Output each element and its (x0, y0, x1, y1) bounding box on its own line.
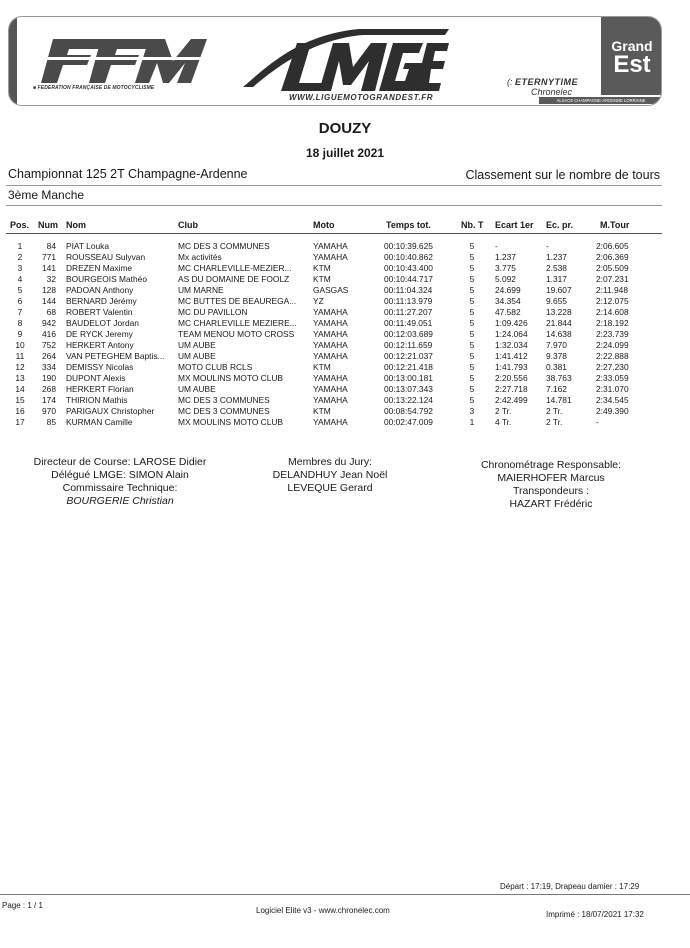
cell-ecpr: 14.638 (546, 329, 572, 339)
cell-num: 141 (42, 263, 56, 273)
cell-num: 68 (46, 307, 56, 317)
cell-club: MC BUTTES DE BEAUREGA... (178, 296, 297, 306)
cell-temps: 00:11:27.207 (384, 307, 433, 317)
col-header-mtour: M.Tour (600, 220, 630, 230)
col-header-pos: Pos. (10, 220, 30, 230)
cell-temps: 00:11:49.051 (384, 318, 433, 328)
cell-mtour: 2:49.390 (596, 406, 629, 416)
table-row (0, 274, 690, 285)
cell-num: 85 (46, 417, 56, 427)
technical-commissioner-label: Commissaire Technique: (62, 482, 178, 494)
cell-club: MX MOULINS MOTO CLUB (178, 417, 284, 427)
lmge-logo (239, 25, 449, 93)
transponder-label: Transpondeurs : (512, 485, 590, 497)
cell-nom: BAUDELOT Jordan (66, 318, 139, 328)
page-number: Page : 1 / 1 (2, 901, 43, 910)
chronelec-label: Chronelec (531, 87, 573, 97)
jury-member: LEVEQUE Gerard (287, 482, 373, 494)
cell-ecart: 1:24.064 (495, 329, 528, 339)
cell-mtour: 2:24.099 (596, 340, 629, 350)
event-date: 18 juillet 2021 (305, 146, 385, 160)
divider (6, 185, 662, 186)
officials-course (20, 456, 220, 508)
cell-nbt: 5 (469, 384, 475, 394)
cell-nom: DREZEN Maxime (66, 263, 133, 273)
cell-num: 264 (42, 351, 56, 361)
cell-nom: ROUSSEAU Sulyvan (66, 252, 146, 262)
cell-temps: 00:10:40.862 (384, 252, 433, 262)
timing-manager: MAIERHOFER Marcus (497, 472, 605, 484)
table-row (0, 263, 690, 274)
cell-ecpr: - (546, 241, 549, 251)
cell-mtour: 2:06.369 (596, 252, 629, 262)
cell-moto: YAMAHA (313, 307, 348, 317)
table-row (0, 318, 690, 329)
table-row (0, 351, 690, 362)
cell-mtour: 2:31.070 (596, 384, 629, 394)
race-director: Directeur de Course: LAROSE Didier (33, 456, 207, 468)
cell-pos: 2 (17, 252, 23, 262)
cell-moto: YAMAHA (313, 395, 348, 405)
cell-temps: 00:08:54.792 (384, 406, 433, 416)
cell-pos: 11 (15, 351, 25, 361)
col-header-club: Club (178, 220, 198, 230)
cell-nbt: 3 (469, 406, 475, 416)
cell-num: 32 (46, 274, 56, 284)
ffm-logo (31, 27, 211, 87)
cell-nbt: 5 (469, 340, 475, 350)
cell-pos: 17 (15, 417, 25, 427)
cell-num: 268 (42, 384, 56, 394)
cell-moto: YAMAHA (313, 340, 348, 350)
cell-nom: PADOAN Anthony (66, 285, 134, 295)
cell-temps: 00:13:07.343 (384, 384, 433, 394)
cell-nom: HERKERT Florian (66, 384, 134, 394)
cell-club: MC DES 3 COMMUNES (178, 395, 270, 405)
table-row (0, 340, 690, 351)
cell-ecpr: 2 Tr. (546, 417, 563, 427)
cell-num: 416 (42, 329, 56, 339)
transponder-manager: HAZART Frédéric (509, 498, 593, 510)
grand-est-logo (601, 17, 662, 95)
table-row (0, 296, 690, 307)
cell-moto: YAMAHA (313, 417, 348, 427)
grand-est-line2: Est (613, 51, 651, 78)
cell-ecart: 2:20.556 (495, 373, 528, 383)
cell-num: 84 (46, 241, 56, 251)
cell-pos: 5 (17, 285, 23, 295)
col-header-ecart: Ecart 1er (495, 220, 534, 230)
cell-ecpr: 7.162 (546, 384, 567, 394)
cell-ecpr: 21.844 (546, 318, 572, 328)
table-row (0, 241, 690, 252)
cell-ecart: 4 Tr. (495, 417, 512, 427)
cell-pos: 15 (15, 395, 25, 405)
cell-nom: DUPONT Alexis (66, 373, 126, 383)
cell-club: UM AUBE (178, 340, 216, 350)
cell-ecart: 1:41.793 (495, 362, 528, 372)
table-row (0, 395, 690, 406)
cell-ecpr: 9.655 (546, 296, 567, 306)
cell-ecpr: 1.237 (546, 252, 567, 262)
cell-ecart: 2:27.718 (495, 384, 528, 394)
technical-commissioner: BOURGERIE Christian (66, 495, 174, 507)
cell-nbt: 1 (469, 417, 475, 427)
cell-pos: 14 (15, 384, 25, 394)
cell-pos: 7 (17, 307, 23, 317)
cell-club: UM AUBE (178, 384, 216, 394)
cell-num: 174 (42, 395, 56, 405)
cell-club: TEAM MENOU MOTO CROSS (178, 329, 295, 339)
cell-ecart: 1:09.426 (495, 318, 528, 328)
grand-est-line1: Grand (611, 38, 653, 54)
cell-nbt: 5 (469, 351, 475, 361)
table-row (0, 417, 690, 428)
cell-nom: DE RYCK Jeremy (66, 329, 133, 339)
cell-nom: BERNARD Jérémy (66, 296, 137, 306)
lmge-delegate: Délégué LMGE: SIMON Alain (51, 469, 189, 481)
classification-type: Classement sur le nombre de tours (465, 168, 660, 182)
cell-ecart: 2:42.499 (495, 395, 528, 405)
cell-moto: YAMAHA (313, 384, 348, 394)
cell-mtour: 2:14.608 (596, 307, 629, 317)
col-header-num: Num (38, 220, 58, 230)
banner-edge (9, 17, 17, 105)
cell-ecart: 3.775 (495, 263, 516, 273)
cell-moto: KTM (313, 274, 331, 284)
cell-moto: YAMAHA (313, 373, 348, 383)
header-banner (8, 16, 662, 106)
table-row (0, 384, 690, 395)
cell-pos: 12 (15, 362, 25, 372)
cell-temps: 00:12:03.689 (384, 329, 433, 339)
cell-nbt: 5 (469, 362, 475, 372)
cell-nom: DEMISSY Nicolas (66, 362, 134, 372)
cell-club: Mx activités (178, 252, 222, 262)
cell-nbt: 5 (469, 307, 475, 317)
cell-ecart: 5.092 (495, 274, 516, 284)
cell-nbt: 5 (469, 241, 475, 251)
cell-ecpr: 19.607 (546, 285, 572, 295)
cell-pos: 10 (15, 340, 25, 350)
table-row (0, 373, 690, 384)
cell-ecpr: 13.228 (546, 307, 572, 317)
cell-temps: 00:12:11.659 (384, 340, 433, 350)
cell-moto: GASGAS (313, 285, 349, 295)
cell-nom: HERKERT Antony (66, 340, 134, 350)
cell-pos: 8 (17, 318, 23, 328)
cell-nom: THIRION Mathis (66, 395, 128, 405)
cell-nbt: 5 (469, 395, 475, 405)
jury-member: DELANDHUY Jean Noël (272, 469, 388, 481)
cell-num: 942 (42, 318, 56, 328)
cell-num: 128 (42, 285, 56, 295)
cell-mtour: 2:27.230 (596, 362, 629, 372)
cell-moto: YAMAHA (313, 241, 348, 251)
cell-mtour: 2:23.739 (596, 329, 629, 339)
cell-nbt: 5 (469, 263, 475, 273)
cell-nom: VAN PETEGHEM Baptis... (66, 351, 165, 361)
cell-temps: 00:11:13.979 (384, 296, 433, 306)
cell-ecpr: 7.970 (546, 340, 567, 350)
eternytime-label: ETERNYTIME (515, 77, 579, 87)
cell-nom: PARIGAUX Christopher (66, 406, 155, 416)
officials-jury (250, 456, 410, 495)
cell-moto: YAMAHA (313, 329, 348, 339)
cell-club: MX MOULINS MOTO CLUB (178, 373, 284, 383)
timing-label: Chronométrage Responsable: (480, 459, 622, 471)
jury-label: Membres du Jury: (287, 456, 373, 468)
cell-moto: KTM (313, 362, 331, 372)
cell-num: 970 (42, 406, 56, 416)
cell-mtour: 2:12.075 (596, 296, 629, 306)
cell-ecpr: 14.781 (546, 395, 572, 405)
cell-nom: KURMAN Camille (66, 417, 133, 427)
print-time: Imprimé : 18/07/2021 17:32 (546, 910, 644, 919)
championship-title: Championnat 125 2T Champagne-Ardenne (8, 167, 248, 181)
cell-club: MC CHARLEVILLE MEZIERE... (178, 318, 297, 328)
header-divider (6, 233, 662, 234)
cell-nbt: 5 (469, 329, 475, 339)
col-header-temps: Temps tot. (386, 220, 431, 230)
cell-temps: 00:12:21.037 (384, 351, 433, 361)
table-row (0, 406, 690, 417)
table-row (0, 252, 690, 263)
cell-mtour: 2:05.509 (596, 263, 629, 273)
ffm-subtitle: ■ FEDERATION FRANÇAISE DE MOTOCYCLISME (33, 85, 155, 91)
cell-ecart: 1:32.034 (495, 340, 528, 350)
cell-nom: PIAT Louka (66, 241, 109, 251)
cell-club: UM MARNE (178, 285, 224, 295)
cell-ecart: 2 Tr. (495, 406, 512, 416)
cell-club: MOTO CLUB RCLS (178, 362, 253, 372)
cell-ecart: 34.354 (495, 296, 521, 306)
cell-pos: 3 (17, 263, 23, 273)
cell-mtour: 2:06.605 (596, 241, 629, 251)
race-start-time: Départ : 17:19, Drapeau damier : 17:29 (500, 882, 640, 891)
table-row (0, 362, 690, 373)
cell-club: MC DES 3 COMMUNES (178, 406, 270, 416)
cell-ecart: 1.237 (495, 252, 516, 262)
cell-nom: ROBERT Valentin (66, 307, 133, 317)
cell-nbt: 5 (469, 296, 475, 306)
cell-nbt: 5 (469, 252, 475, 262)
cell-club: MC DU PAVILLON (178, 307, 248, 317)
cell-temps: 00:13:22.124 (384, 395, 433, 405)
cell-moto: KTM (313, 406, 331, 416)
cell-club: MC CHARLEVILLE-MEZIER... (178, 263, 292, 273)
cell-ecart: 24.699 (495, 285, 521, 295)
cell-nom: BOURGEOIS Mathéo (66, 274, 147, 284)
cell-num: 190 (42, 373, 56, 383)
eternytime-logo-icon: (: (507, 77, 513, 87)
cell-mtour: - (596, 417, 599, 427)
cell-mtour: 2:22.888 (596, 351, 629, 361)
divider (6, 205, 662, 206)
timing-sponsor (507, 77, 597, 97)
col-header-nbt: Nb. T (461, 220, 484, 230)
cell-club: MC DES 3 COMMUNES (178, 241, 270, 251)
race-title: 3ème Manche (8, 188, 85, 202)
grand-est-subtitle: ALSACE CHAMPAGNE-ARDENNE LORRAINE (539, 97, 662, 104)
cell-moto: YAMAHA (313, 318, 348, 328)
cell-num: 771 (42, 252, 56, 262)
cell-nbt: 5 (469, 373, 475, 383)
cell-club: AS DU DOMAINE DE FOOLZ (178, 274, 290, 284)
cell-num: 752 (42, 340, 56, 350)
cell-temps: 00:12:21.418 (384, 362, 433, 372)
cell-nbt: 5 (469, 274, 475, 284)
cell-mtour: 2:34.545 (596, 395, 629, 405)
lmge-url: WWW.LIGUEMOTOGRANDEST.FR (289, 93, 434, 102)
cell-mtour: 2:18.192 (596, 318, 629, 328)
cell-pos: 4 (17, 274, 23, 284)
cell-ecpr: 1.317 (546, 274, 567, 284)
cell-temps: 00:11:04.324 (384, 285, 433, 295)
cell-moto: YZ (313, 296, 324, 306)
table-row (0, 285, 690, 296)
cell-moto: KTM (313, 263, 331, 273)
cell-moto: YAMAHA (313, 351, 348, 361)
cell-temps: 00:02:47.009 (384, 417, 433, 427)
cell-mtour: 2:33.059 (596, 373, 629, 383)
cell-mtour: 2:11.948 (596, 285, 628, 295)
cell-nbt: 5 (469, 318, 475, 328)
cell-ecpr: 2 Tr. (546, 406, 563, 416)
cell-nbt: 5 (469, 285, 475, 295)
cell-club: UM AUBE (178, 351, 216, 361)
table-row (0, 307, 690, 318)
cell-num: 334 (42, 362, 56, 372)
footer-divider (0, 894, 690, 895)
event-location: DOUZY (318, 120, 372, 137)
col-header-ecpr: Ec. pr. (546, 220, 574, 230)
table-row (0, 329, 690, 340)
cell-pos: 6 (17, 296, 23, 306)
cell-ecpr: 0.381 (546, 362, 567, 372)
software-credit: Logiciel Elite v3 - www.chronelec.com (256, 906, 390, 915)
cell-temps: 00:10:39.625 (384, 241, 433, 251)
cell-mtour: 2:07.231 (596, 274, 629, 284)
col-header-moto: Moto (313, 220, 335, 230)
cell-ecpr: 9.378 (546, 351, 567, 361)
cell-moto: YAMAHA (313, 252, 348, 262)
cell-pos: 16 (15, 406, 25, 416)
col-header-nom: Nom (66, 220, 86, 230)
cell-ecart: 1:41.412 (495, 351, 528, 361)
cell-pos: 13 (15, 373, 25, 383)
cell-ecpr: 38.763 (546, 373, 572, 383)
cell-pos: 9 (17, 329, 23, 339)
cell-ecart: - (495, 241, 498, 251)
cell-temps: 00:13:00.181 (384, 373, 433, 383)
cell-ecpr: 2.538 (546, 263, 567, 273)
cell-num: 144 (42, 296, 56, 306)
cell-temps: 00:10:43.400 (384, 263, 433, 273)
cell-ecart: 47.582 (495, 307, 521, 317)
officials-timing (466, 459, 636, 511)
cell-temps: 00:10:44.717 (384, 274, 433, 284)
cell-pos: 1 (17, 241, 23, 251)
